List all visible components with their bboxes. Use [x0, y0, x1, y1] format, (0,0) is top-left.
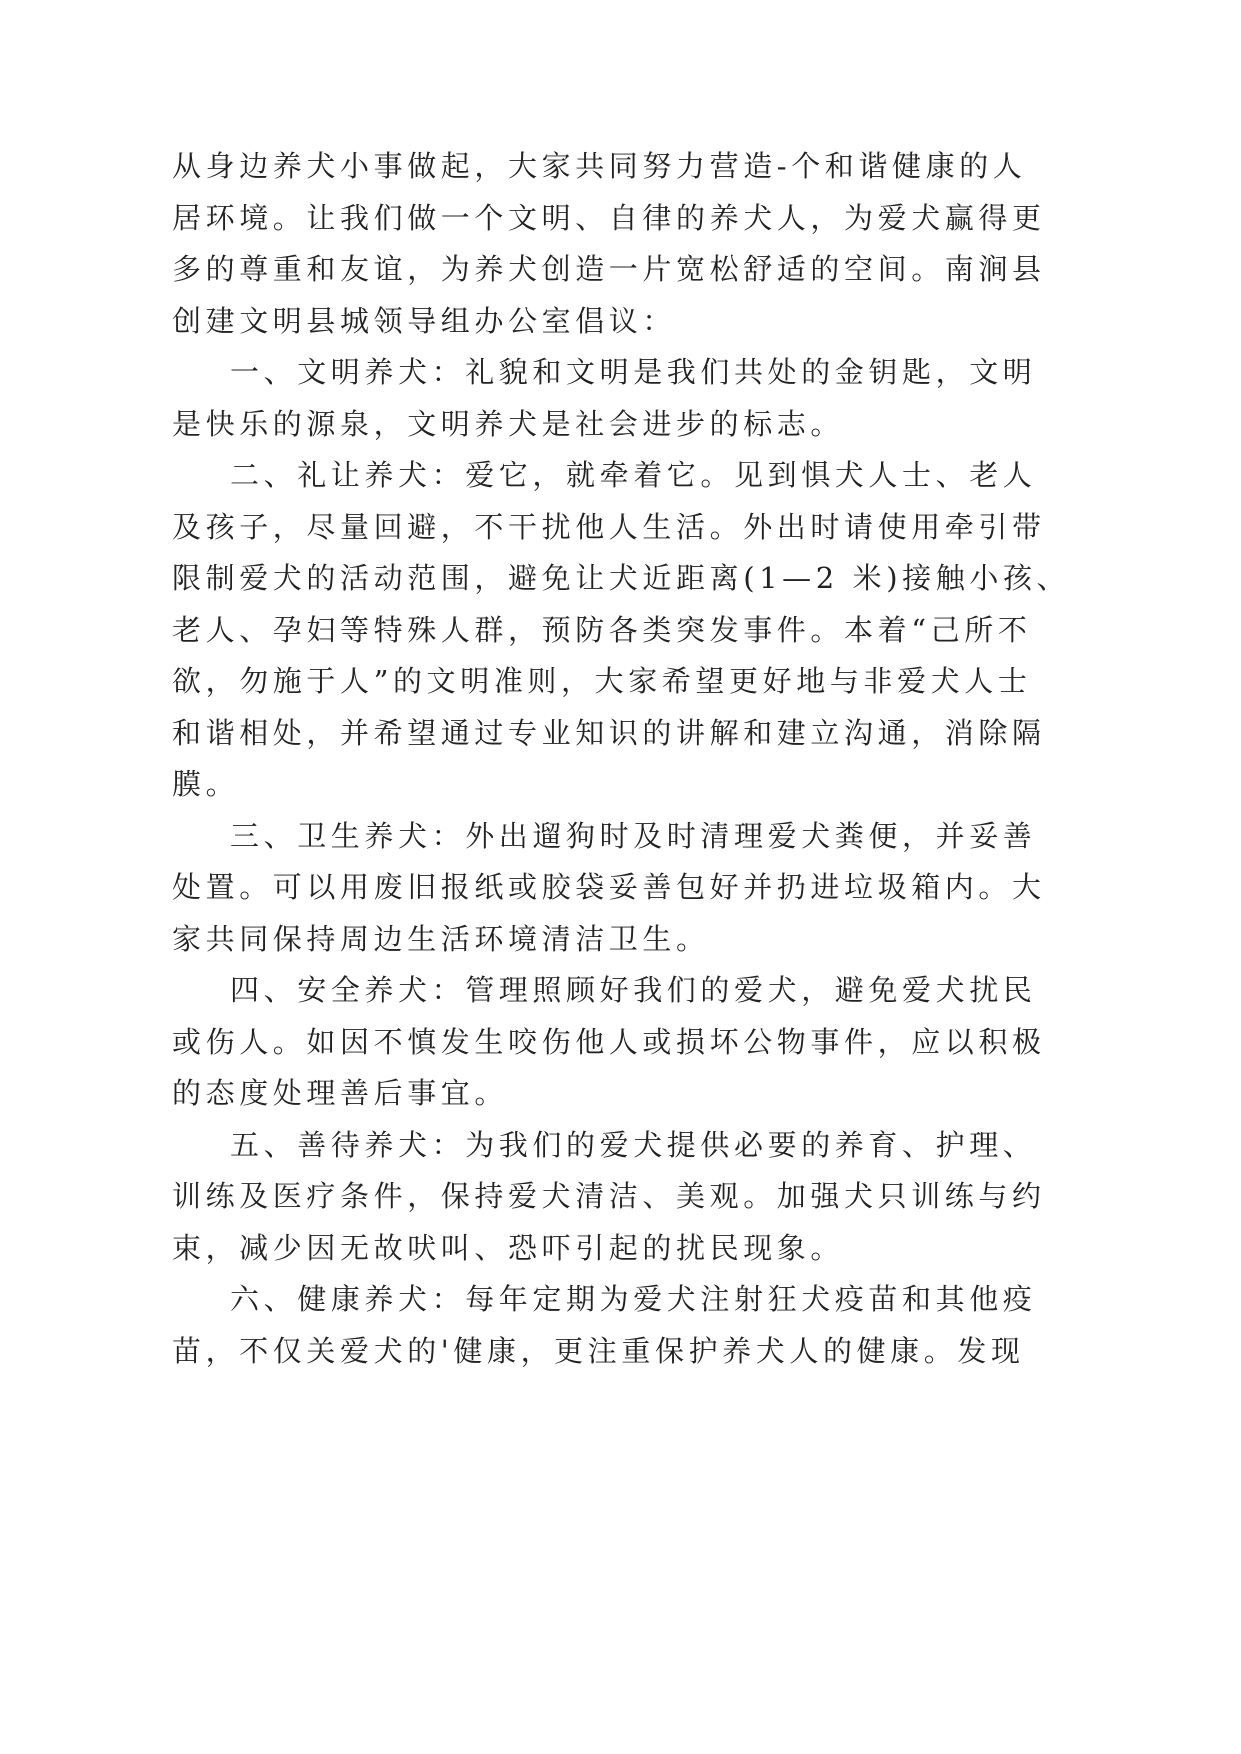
paragraph-item-4	[172, 965, 1046, 1120]
paragraph-item-6	[172, 1274, 1037, 1377]
document-body	[172, 141, 1071, 1377]
text-line: 欲，勿施于人”的文明准则，大家希望更好地与非爱犬人士	[172, 664, 1032, 698]
text-line: 家共同保持周边生活环境清洁卫生。	[172, 921, 710, 956]
text-line: 二、礼让养犬：爱它，就牵着它。见到惧犬人士、老人	[230, 458, 1037, 492]
text-line: 六、健康养犬：每年定期为爱犬注射狂犬疫苗和其他疫	[230, 1282, 1037, 1316]
text-line: 和谐相处，并希望通过专业知识的讲解和建立沟通，消除隔	[172, 715, 1046, 750]
paragraph-item-5	[172, 1120, 1046, 1275]
text-line: 训练及医疗条件，保持爱犬清洁、美观。加强犬只训练与约	[172, 1179, 1046, 1213]
text-line: 五、善待养犬：为我们的爱犬提供必要的养育、护理、	[230, 1127, 1037, 1162]
text-line: 的态度处理善后事宜。	[172, 1076, 509, 1110]
text-line: 一、文明养犬：礼貌和文明是我们共处的金钥匙，文明	[230, 355, 1037, 389]
text-line: 创建文明县城领导组办公室倡议：	[172, 303, 677, 338]
text-line: 束，减少因无故吠叫、恐吓引起的扰民现象。	[172, 1230, 845, 1265]
text-line: 多的尊重和友谊，为养犬创造一片宽松舒适的空间。南涧县	[172, 252, 1046, 286]
text-line: 处置。可以用废旧报纸或胶袋妥善包好并扔进垃圾箱内。大	[172, 870, 1046, 904]
paragraph-item-2	[172, 450, 1071, 811]
text-line: 老人、孕妇等特殊人群，预防各类突发事件。本着“己所不	[172, 612, 1032, 647]
text-line: 三、卫生养犬：外出遛狗时及时清理爱犬粪便，并妥善	[230, 818, 1037, 853]
text-line: 四、安全养犬：管理照顾好我们的爱犬，避免爱犬扰民	[230, 973, 1037, 1007]
text-line: 限制爱犬的活动范围，避免让犬近距离(1—2 米)接触小孩、	[172, 561, 1071, 595]
text-line: 膜。	[172, 767, 240, 801]
text-line: 苗，不仅关爱犬的'健康，更注重保护养犬人的健康。发现	[172, 1333, 1025, 1368]
paragraph-item-3	[172, 811, 1046, 966]
text-line: 居环境。让我们做一个文明、自律的养犬人，为爱犬赢得更	[172, 200, 1046, 235]
text-line: 及孩子，尽量回避，不干扰他人生活。外出时请使用牵引带	[172, 509, 1046, 544]
paragraph-intro	[172, 141, 1046, 347]
paragraph-item-1	[172, 347, 1037, 450]
text-line: 或伤人。如因不慎发生咬伤他人或损坏公物事件，应以积极	[172, 1024, 1046, 1059]
text-line: 是快乐的源泉，文明养犬是社会进步的标志。	[172, 406, 845, 441]
text-line: 从身边养犬小事做起，大家共同努力营造-个和谐健康的人	[172, 149, 1027, 183]
